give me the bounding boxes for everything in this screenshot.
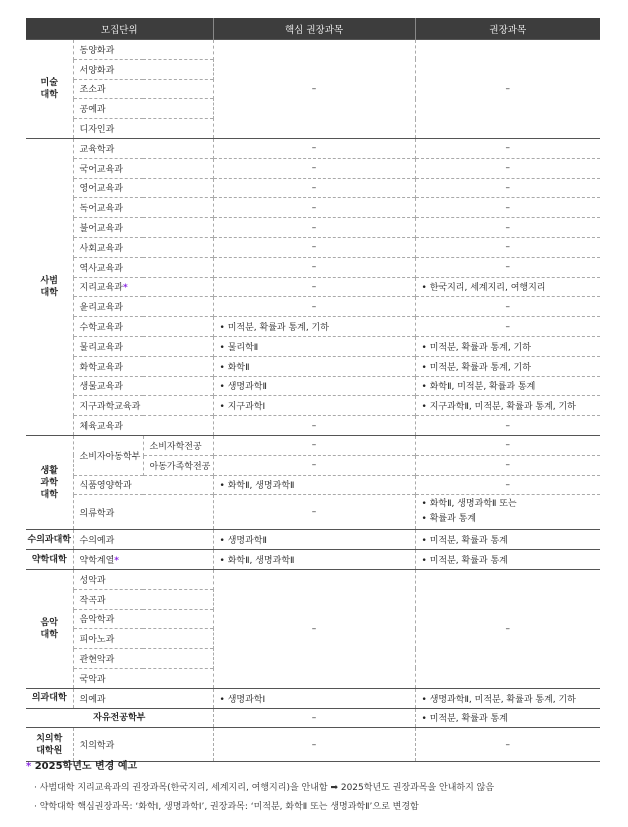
cell-text: 의류학과: [79, 508, 115, 519]
note-item: · 사범대학 지리교육과의 권장과목(한국지리, 세계지리, 여행지리)을 안내함 ➡ 2025학년도 권장과목을 안내하지 않음: [34, 783, 495, 793]
cell-text: • 지구과학Ⅰ: [219, 402, 266, 413]
cell-text: –: [505, 182, 511, 193]
table-header-row: [26, 18, 600, 40]
college-cell: [26, 550, 73, 570]
table-cell: [213, 550, 415, 570]
table-cell: [415, 317, 600, 337]
cell-text: –: [505, 739, 511, 750]
table-cell: [415, 708, 600, 728]
table-cell: [213, 198, 415, 218]
table-cell: [415, 435, 600, 455]
cell-text: –: [505, 222, 511, 233]
cell-text: 의예과: [79, 694, 106, 705]
cell-text: –: [311, 623, 317, 634]
cell-text: 체육교육과: [79, 422, 123, 433]
table-cell: [73, 317, 213, 337]
cell-text: –: [311, 262, 317, 273]
table-cell: [415, 475, 600, 495]
cell-text: –: [505, 83, 511, 94]
table-cell: [415, 416, 600, 436]
table-cell: [73, 336, 213, 356]
cell-text: • 화학Ⅱ, 생명과학Ⅱ: [219, 556, 295, 567]
table-cell: [415, 178, 600, 198]
table-cell: [213, 569, 415, 688]
cell-text: –: [505, 242, 511, 253]
table-cell: [73, 59, 213, 79]
cell-text: 수학교육과: [79, 323, 123, 334]
table-cell: [73, 668, 213, 688]
cell-text: • 미적분, 확률과 통계: [421, 714, 508, 725]
cell-text: 불어교육과: [79, 224, 123, 235]
cell-text: 서양화과: [79, 65, 115, 76]
star-icon: *: [26, 761, 32, 772]
cell-text: –: [505, 262, 511, 273]
cell-text: –: [311, 440, 317, 451]
cell-text: –: [505, 301, 511, 312]
notes-section: [26, 757, 494, 818]
table-row: [26, 530, 600, 550]
table-cell: [213, 495, 415, 530]
table-row: [26, 158, 600, 178]
recommended-courses-table: [26, 18, 600, 762]
cell-text: 소비자학전공: [149, 441, 202, 452]
table-cell: [213, 708, 415, 728]
cell-text: 음악학과: [79, 615, 115, 626]
table-row: [26, 688, 600, 708]
cell-text: –: [505, 163, 511, 174]
table-cell: [73, 99, 213, 119]
table-cell: [213, 277, 415, 297]
table-row: [26, 475, 600, 495]
cell-text: • 한국지리, 세계지리, 여행지리: [421, 283, 546, 294]
college-cell: [26, 688, 73, 708]
table-cell: [73, 688, 213, 708]
table-row: [26, 336, 600, 356]
header-core: 핵심 권장과목: [213, 18, 415, 40]
table-cell: [415, 376, 600, 396]
cell-text: 생물교육과: [79, 382, 123, 393]
cell-text: –: [505, 202, 511, 213]
college-cell: [26, 435, 73, 529]
table-row: [26, 435, 600, 455]
table-cell: [415, 297, 600, 317]
table-row: [26, 495, 600, 530]
table-cell: [73, 475, 213, 495]
table-cell: [415, 530, 600, 550]
table-cell: [143, 455, 213, 475]
header-unit: 모집단위: [26, 18, 213, 40]
cell-text: 의과대학: [31, 693, 67, 704]
table-cell: [73, 40, 213, 60]
table-cell: [415, 336, 600, 356]
cell-text: 윤리교육과: [79, 303, 123, 314]
cell-text: –: [311, 281, 317, 292]
cell-text: 약학계열: [79, 556, 115, 567]
cell-text: • 미적분, 확률과 통계: [421, 556, 508, 567]
table-cell: [73, 356, 213, 376]
cell-text: –: [311, 222, 317, 233]
table-cell: [415, 277, 600, 297]
notes-title-line: [26, 757, 494, 772]
cell-text: • 미적분, 확률과 통계, 기하: [219, 323, 329, 334]
cell-text: 국어교육과: [79, 164, 123, 175]
cell-text: • 화학Ⅱ, 미적분, 확률과 통계: [421, 382, 536, 393]
cell-text: 치의학과: [79, 741, 115, 752]
table-cell: [73, 589, 213, 609]
table-row: [26, 257, 600, 277]
cell-text: 미술 대학: [40, 77, 58, 100]
cell-text: 약학대학: [31, 554, 67, 565]
cell-text: • 생명과학Ⅰ: [219, 694, 266, 705]
cell-text: –: [311, 712, 317, 723]
college-cell: [26, 530, 73, 550]
cell-text: –: [311, 460, 317, 471]
table-cell: [213, 376, 415, 396]
table-row: [26, 396, 600, 416]
cell-text: 물리교육과: [79, 342, 123, 353]
table-cell: [73, 530, 213, 550]
table-cell: [213, 336, 415, 356]
cell-text: • 생명과학Ⅱ, 미적분, 확률과 통계, 기하: [421, 694, 576, 705]
cell-text: • 화학Ⅱ: [219, 362, 250, 373]
table-cell: [213, 356, 415, 376]
cell-text: 지리교육과: [79, 283, 123, 294]
table-cell: [73, 178, 213, 198]
table-row: [26, 198, 600, 218]
table-cell: [73, 158, 213, 178]
table-cell: [213, 257, 415, 277]
table-cell: [73, 297, 213, 317]
table-cell: [73, 396, 213, 416]
cell-text: 독어교육과: [79, 204, 123, 215]
table-cell: [73, 237, 213, 257]
cell-text: 음악 대학: [40, 617, 58, 640]
table-cell: [213, 530, 415, 550]
cell-text: 사범 대학: [40, 275, 58, 298]
table-cell: [213, 455, 415, 475]
table-cell: [73, 138, 213, 158]
star-icon: *: [114, 556, 119, 567]
table-cell: [73, 79, 213, 99]
table-cell: [213, 40, 415, 139]
cell-text: 성악과: [79, 575, 106, 586]
table-cell: [415, 495, 600, 530]
table-cell: [213, 138, 415, 158]
note-item: · 약학대학 핵심권장과목: ‘화학Ⅰ, 생명과학Ⅰ’, 권장과목: ‘미적분, 화학Ⅱ 또는 생명과학Ⅱ’으로 변경함: [34, 802, 419, 812]
cell-text: –: [311, 182, 317, 193]
cell-text: –: [505, 479, 511, 490]
table-cell: [415, 257, 600, 277]
table-cell: [73, 257, 213, 277]
cell-text: 디자인과: [79, 125, 115, 136]
table-row: [26, 237, 600, 257]
table-cell: [415, 158, 600, 178]
table-row: [26, 277, 600, 297]
cell-text: 아동가족학전공: [149, 461, 211, 472]
table-cell: [415, 218, 600, 238]
table-cell: [415, 237, 600, 257]
cell-text: –: [505, 440, 511, 451]
cell-text: –: [505, 321, 511, 332]
cell-text: • 화학Ⅱ, 생명과학Ⅱ 또는 • 확률과 통계: [421, 499, 517, 525]
cell-text: –: [311, 242, 317, 253]
table-cell: [415, 40, 600, 139]
table-row: [26, 317, 600, 337]
table-cell: [73, 649, 213, 669]
cell-text: –: [311, 420, 317, 431]
table-row: [26, 218, 600, 238]
table-cell: [213, 435, 415, 455]
table-cell: [73, 277, 213, 297]
college-cell: [26, 569, 73, 688]
table-row: [26, 40, 600, 60]
cell-text: –: [311, 301, 317, 312]
cell-text: –: [311, 739, 317, 750]
cell-text: 소비자아동학부: [79, 451, 141, 462]
cell-text: • 미적분, 확률과 통계, 기하: [421, 362, 531, 373]
table-cell: [415, 198, 600, 218]
cell-text: 조소과: [79, 85, 106, 96]
cell-text: 공예과: [79, 105, 106, 116]
cell-text: 국악과: [79, 674, 106, 685]
table-row: [26, 138, 600, 158]
cell-text: –: [311, 143, 317, 154]
cell-text: 치의학 대학원: [36, 733, 63, 756]
table-cell: [73, 629, 213, 649]
cell-text: • 물리학Ⅱ: [219, 342, 259, 353]
table-cell: [415, 569, 600, 688]
cell-text: • 미적분, 확률과 통계, 기하: [421, 342, 531, 353]
cell-text: 생활 과학 대학: [40, 465, 58, 500]
table-row: [26, 708, 600, 728]
table-cell: [213, 297, 415, 317]
table-cell: [415, 550, 600, 570]
table-cell: [73, 416, 213, 436]
table-cell: [143, 435, 213, 455]
table-cell: [415, 396, 600, 416]
table-cell: [415, 356, 600, 376]
cell-text: 피아노과: [79, 635, 115, 646]
cell-text: –: [505, 623, 511, 634]
cell-text: • 지구과학Ⅱ, 미적분, 확률과 통계, 기하: [421, 402, 576, 413]
table-cell: [415, 138, 600, 158]
cell-text: • 생명과학Ⅱ: [219, 536, 267, 547]
table-row: [26, 356, 600, 376]
table-row: [26, 550, 600, 570]
cell-text: –: [311, 202, 317, 213]
table-cell: [213, 317, 415, 337]
cell-text: 식품영양학과: [79, 481, 132, 492]
cell-text: –: [505, 420, 511, 431]
table-row: [26, 178, 600, 198]
header-rec: 권장과목: [415, 18, 600, 40]
cell-text: 교육학과: [79, 144, 115, 155]
cell-text: 지구과학교육과: [79, 402, 141, 413]
cell-text: 수의예과: [79, 536, 115, 547]
cell-text: –: [505, 143, 511, 154]
table-cell: [73, 435, 143, 475]
table-cell: [73, 609, 213, 629]
cell-text: 화학교육과: [79, 362, 123, 373]
table-cell: [73, 218, 213, 238]
recommended-courses-table-container: [26, 18, 600, 762]
cell-text: –: [311, 163, 317, 174]
table-cell: [73, 376, 213, 396]
cell-text: 수의과대학: [27, 534, 71, 545]
table-cell: [213, 158, 415, 178]
table-cell: [73, 495, 213, 530]
table-row: [26, 297, 600, 317]
table-cell: [73, 569, 213, 589]
table-cell: [73, 550, 213, 570]
table-row: [26, 376, 600, 396]
college-cell: [26, 138, 73, 435]
cell-text: 사회교육과: [79, 243, 123, 254]
table-cell: [213, 237, 415, 257]
table-cell: [213, 475, 415, 495]
cell-text: 영어교육과: [79, 184, 123, 195]
table-cell: [415, 455, 600, 475]
table-cell: [73, 119, 213, 139]
table-cell: [213, 416, 415, 436]
table-cell: [213, 396, 415, 416]
notes-title: 2025학년도 변경 예고: [34, 761, 138, 772]
cell-text: 작곡과: [79, 595, 106, 606]
college-cell: [26, 708, 213, 728]
table-cell: [213, 178, 415, 198]
star-icon: *: [122, 283, 128, 294]
cell-text: • 미적분, 확률과 통계: [421, 536, 508, 547]
cell-text: –: [311, 507, 317, 518]
cell-text: 역사교육과: [79, 263, 123, 274]
cell-text: 동양화과: [79, 45, 115, 56]
cell-text: 관현악과: [79, 655, 115, 665]
cell-text: –: [505, 460, 511, 471]
table-row: [26, 416, 600, 436]
table-cell: [213, 688, 415, 708]
table-cell: [415, 688, 600, 708]
cell-text: • 화학Ⅱ, 생명과학Ⅱ: [219, 481, 295, 492]
cell-text: 자유전공학부: [93, 712, 146, 723]
table-row: [26, 569, 600, 589]
college-cell: [26, 40, 73, 139]
cell-text: –: [311, 83, 317, 94]
table-cell: [213, 218, 415, 238]
table-cell: [73, 198, 213, 218]
cell-text: • 생명과학Ⅱ: [219, 382, 267, 393]
table-body: [26, 40, 600, 762]
